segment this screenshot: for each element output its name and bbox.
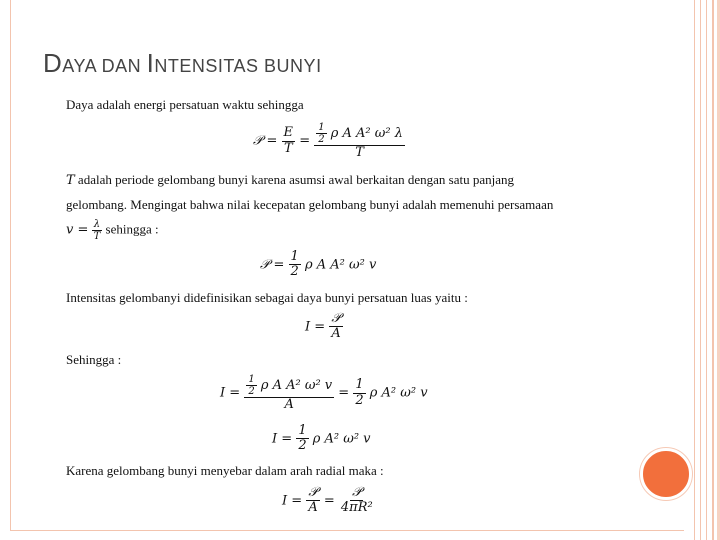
paragraph-line: gelombang. Mengingat bahwa nilai kecepatan gelombang bunyi adalah memenuhi persamaan bbox=[66, 197, 554, 212]
decor-stripe bbox=[712, 0, 714, 540]
equation-intensity-derivation: I = $\frac{1}{2}$ ρ A A² ω² v A = $\frac{1}{2}$ ρ A² ω² v bbox=[220, 374, 428, 412]
equation-intensity-def: I = $\frac{\text{𝒫}}{A}$ bbox=[305, 311, 341, 342]
decor-stripe bbox=[694, 0, 695, 540]
decor-stripe bbox=[700, 0, 701, 540]
equation-power-velocity: 𝒫 = $\frac{1}{2}$ ρ A A² ω² v bbox=[260, 249, 377, 280]
paragraph-line: T adalah periode gelombang bunyi karena asumsi awal berkaitan dengan satu panjang bbox=[66, 172, 514, 188]
paragraph-line: Intensitas gelombanyi didefinisikan sebagai daya bunyi persatuan luas yaitu : bbox=[66, 290, 468, 305]
paragraph-line: Karena gelombang bunyi menyebar dalam arah radial maka : bbox=[66, 463, 384, 478]
equation-power-energy: 𝒫 = $\frac{E}{T}$ = $\frac{1}{2}$ ρ A A² ω² λ T bbox=[253, 122, 403, 160]
paragraph-line: Daya adalah energi persatuan waktu sehingga bbox=[66, 97, 304, 112]
paragraph-line: v = $\frac{\lambda}{T}$ sehingga : bbox=[66, 219, 159, 242]
paragraph-line: Sehingga : bbox=[66, 352, 122, 367]
equation-intensity-result: I = $\frac{1}{2}$ ρ A² ω² v bbox=[272, 423, 371, 454]
decor-stripe bbox=[706, 0, 707, 540]
decor-circle bbox=[640, 448, 692, 500]
equation-intensity-radial: I = $\frac{\text{𝒫}}{A}$ = $\frac{\text{𝒫}}{\text{4πR²}}$ bbox=[282, 485, 373, 516]
slide-title: DAYA DAN INTENSITAS BUNYI bbox=[43, 48, 322, 78]
